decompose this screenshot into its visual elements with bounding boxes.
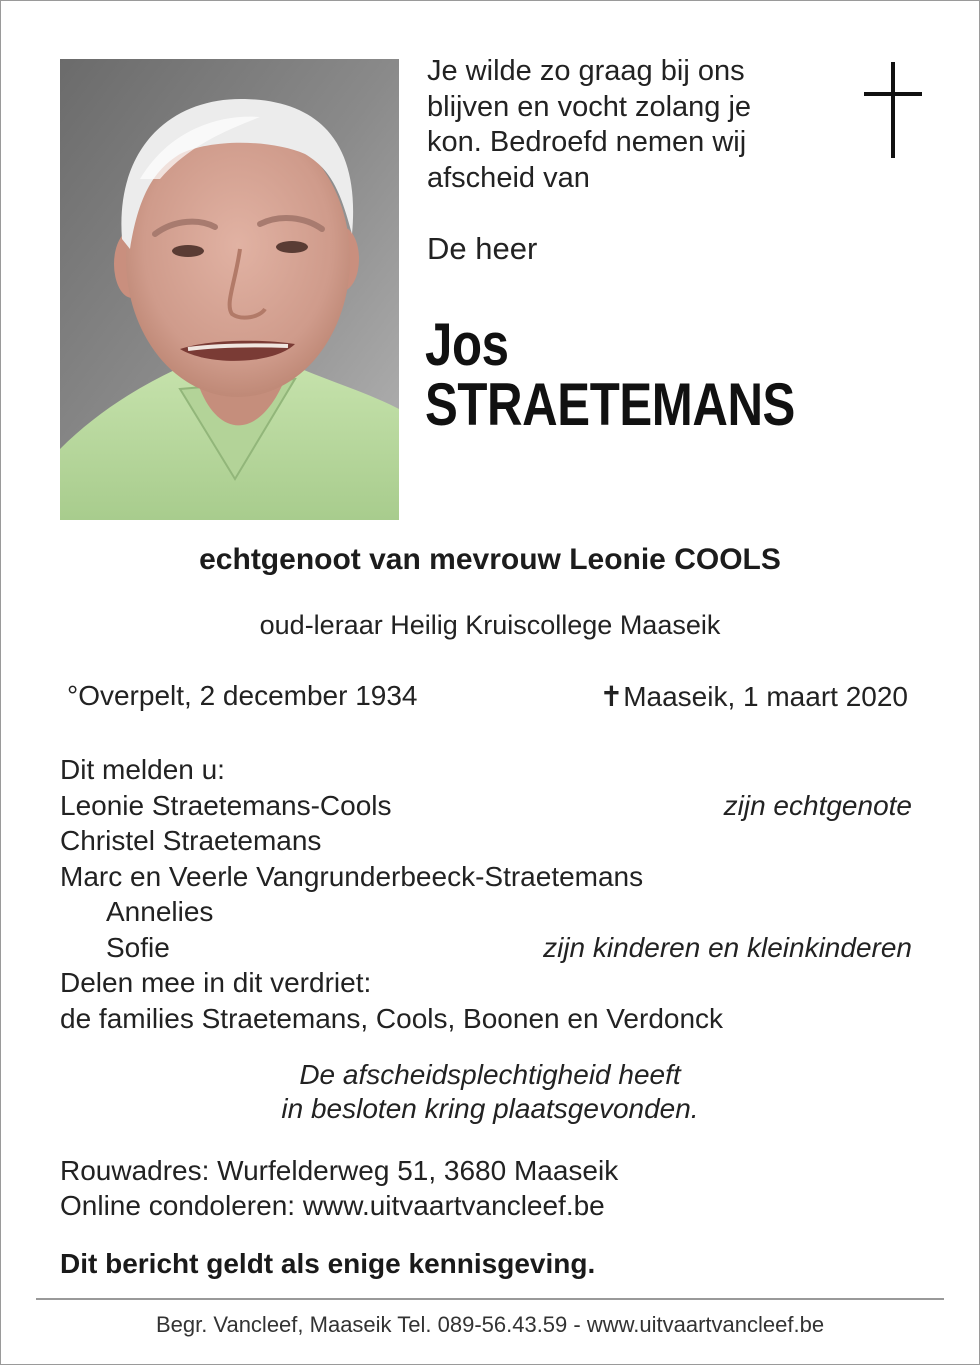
family-intro-text: Dit melden u: <box>60 754 225 785</box>
list-item <box>60 859 912 895</box>
families-text: de families Straetemans, Cools, Boonen en Verdonck <box>60 1002 724 1034</box>
death-date-text: Maaseik, 1 maart 2020 <box>623 681 908 712</box>
list-item <box>60 930 912 966</box>
family-role: zijn echtgenote <box>723 789 912 821</box>
cross-icon <box>864 62 922 158</box>
list-item <box>60 894 912 930</box>
portrait-photo <box>60 59 399 520</box>
share-intro-text: Delen mee in dit verdriet: <box>60 967 372 998</box>
intro-line: blijven en vocht zolang je <box>427 90 752 123</box>
family-role: zijn kinderen en kleinkinderen <box>543 931 912 963</box>
family-member: Sofie <box>106 931 170 963</box>
family-intro <box>60 752 912 788</box>
list-item <box>60 823 912 859</box>
last-name: STRAETEMANS <box>425 371 795 438</box>
ceremony-line: De afscheidsplechtigheid heeft <box>299 1059 681 1090</box>
deceased-name <box>425 313 795 437</box>
notice-text: Dit bericht geldt als enige kennisgeving. <box>60 1248 596 1279</box>
share-intro <box>60 965 912 1001</box>
spouse-line: echtgenoot van mevrouw Leonie COOLS <box>199 543 781 576</box>
birth-date: °Overpelt, 2 december 1934 <box>67 680 418 711</box>
intro-line: afscheid van <box>427 161 590 194</box>
ceremony-note <box>0 1058 980 1126</box>
family-member: Marc en Veerle Vangrunderbeeck-Straetemans <box>60 860 644 892</box>
intro-text <box>427 54 827 196</box>
online-condolence: Online condoleren: www.uitvaartvancleef.be <box>60 1190 605 1221</box>
intro-line: kon. Bedroefd nemen wij <box>427 126 747 158</box>
contact-info <box>60 1153 618 1223</box>
family-member: Annelies <box>106 896 214 927</box>
occupation: oud-leraar Heilig Kruiscollege Maaseik <box>259 610 721 640</box>
first-name: Jos <box>425 311 509 378</box>
portrait-image <box>60 59 399 520</box>
ceremony-line: in besloten kring plaatsgevonden. <box>281 1093 699 1124</box>
death-date <box>600 680 908 713</box>
family-member: Leonie Straetemans-Cools <box>60 789 392 821</box>
footer-text: Begr. Vancleef, Maaseik Tel. 089-56.43.59 - www.uitvaartvancleef.be <box>155 1312 825 1337</box>
list-item <box>60 788 912 824</box>
mourning-address: Rouwadres: Wurfelderweg 51, 3680 Maaseik <box>60 1155 619 1186</box>
family-list <box>60 752 912 1036</box>
family-member: Christel Straetemans <box>60 825 322 856</box>
honorific: De heer <box>427 231 538 266</box>
intro-line: Je wilde zo graag bij ons <box>427 55 745 87</box>
divider <box>36 1298 944 1300</box>
families-line <box>60 1001 912 1037</box>
death-cross-icon: ✝ <box>599 681 624 712</box>
